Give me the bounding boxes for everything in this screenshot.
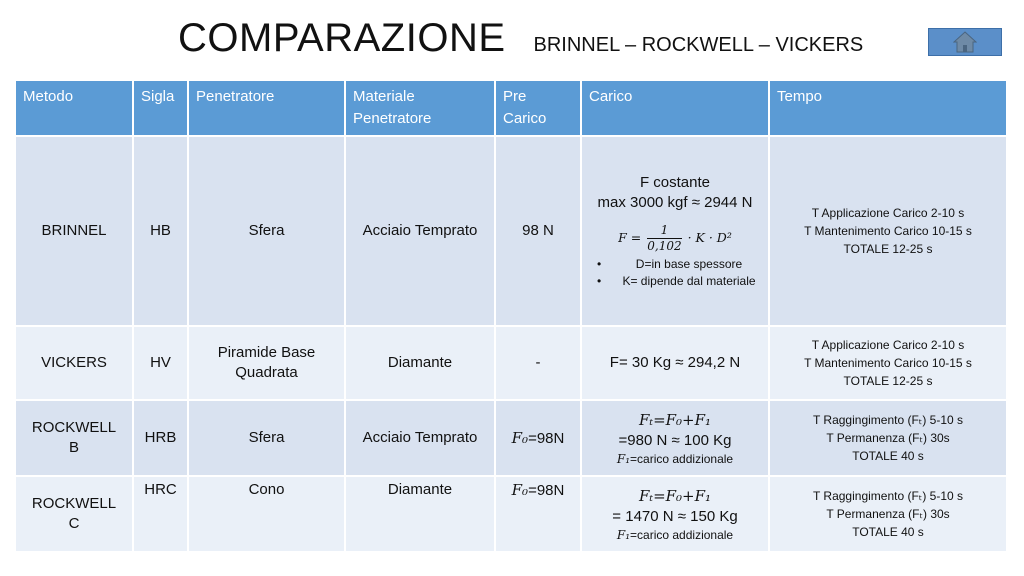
carico-equation	[587, 410, 763, 431]
tempo-line: T Permanenza (Fₜ) 30s	[826, 431, 950, 445]
table-row-brinnel	[15, 136, 1007, 326]
note-text: =carico addizionale	[630, 527, 734, 542]
carico-equation	[587, 486, 763, 507]
cell-carico: F= 30 Kg ≈ 294,2 N	[581, 326, 769, 400]
cell-materiale: Acciaio Temprato	[345, 400, 495, 476]
metodo-line1: ROCKWELL	[31, 495, 117, 512]
cell-materiale: Diamante	[345, 476, 495, 552]
carico-line2: = 1470 N ≈ 150 Kg	[612, 507, 738, 525]
formula-denominator: 0,102	[647, 238, 682, 253]
metodo-line2: B	[68, 439, 79, 456]
header-materiale: Materiale Penetratore	[345, 80, 495, 136]
header-carico: Carico	[581, 80, 769, 136]
header-metodo: Metodo	[15, 80, 133, 136]
cell-metodo: VICKERS	[15, 326, 133, 400]
bullet-item: • K= dipende dal materiale	[587, 273, 763, 290]
cell-sigla: HRC	[133, 476, 188, 552]
note-symbol: F₁	[616, 451, 631, 466]
pre-carico-value: =98N	[528, 429, 565, 447]
cell-tempo	[769, 476, 1007, 552]
bullet-item: • D=in base spessore	[587, 256, 763, 273]
carico-note	[587, 527, 763, 543]
cell-tempo	[769, 326, 1007, 400]
metodo-line1: ROCKWELL	[31, 419, 117, 436]
cell-metodo	[15, 476, 133, 552]
home-icon	[953, 31, 977, 53]
header-tempo: Tempo	[769, 80, 1007, 136]
cell-materiale: Diamante	[345, 326, 495, 400]
brinell-formula	[587, 223, 763, 254]
cell-sigla: HRB	[133, 400, 188, 476]
metodo-line2: C	[68, 515, 80, 532]
cell-carico	[581, 400, 769, 476]
cell-sigla: HB	[133, 136, 188, 326]
tempo-line: TOTALE 40 s	[852, 525, 924, 539]
header-penetratore: Penetratore	[188, 80, 345, 136]
cell-pre-carico: -	[495, 326, 581, 400]
formula-lhs: F =	[618, 229, 642, 245]
tempo-line: TOTALE 12-25 s	[843, 242, 933, 256]
table-row-vickers	[15, 326, 1007, 400]
cell-penetratore: Cono	[188, 476, 345, 552]
eq-ft: Fₜ	[638, 410, 654, 429]
header-sigla: Sigla	[133, 80, 188, 136]
comparison-table	[14, 79, 1008, 553]
cell-carico	[581, 476, 769, 552]
tempo-line: T Applicazione Carico 2-10 s	[811, 206, 965, 220]
pre-carico-value: =98N	[528, 482, 565, 499]
cell-penetratore: Sfera	[188, 400, 345, 476]
cell-penetratore: Sfera	[188, 136, 345, 326]
home-button[interactable]	[928, 28, 1002, 56]
header-pre-carico: Pre Carico	[495, 80, 581, 136]
formula-fraction	[647, 223, 681, 254]
formula-numerator: 1	[647, 223, 681, 239]
note-symbol: F₁	[616, 527, 631, 542]
cell-pre-carico: 98 N	[495, 136, 581, 326]
tempo-line: T Raggingimento (Fₜ) 5-10 s	[812, 413, 964, 427]
tempo-line: T Applicazione Carico 2-10 s	[811, 338, 965, 352]
carico-line2: =980 N ≈ 100 Kg	[618, 431, 732, 449]
note-text: =carico addizionale	[630, 451, 734, 466]
cell-pre-carico	[495, 400, 581, 476]
eq-rhs: =F₀+F₁	[653, 410, 712, 429]
carico-line1: F costante	[639, 173, 711, 191]
formula-rhs: · K · D²	[687, 229, 732, 245]
cell-penetratore: Piramide Base Quadrata	[188, 326, 345, 400]
slide-title	[178, 16, 863, 61]
tempo-line: T Mantenimento Carico 10-15 s	[804, 224, 972, 238]
tempo-line: TOTALE 40 s	[852, 449, 924, 463]
cell-pre-carico	[495, 476, 581, 552]
cell-sigla: HV	[133, 326, 188, 400]
pre-carico-symbol: F₀	[511, 481, 529, 499]
tempo-line: T Mantenimento Carico 10-15 s	[804, 356, 972, 370]
table-row-rockwell-b	[15, 400, 1007, 476]
title-main: COMPARAZIONE	[178, 16, 506, 60]
title-subtitle: BRINNEL – ROCKWELL – VICKERS	[533, 34, 864, 56]
eq-rhs: =F₀+F₁	[653, 486, 712, 505]
carico-line2: max 3000 kgf ≈ 2944 N	[597, 193, 753, 211]
tempo-line: T Permanenza (Fₜ) 30s	[826, 507, 950, 521]
tempo-line: TOTALE 12-25 s	[843, 374, 933, 388]
table-header-row	[15, 80, 1007, 136]
carico-note	[587, 451, 763, 467]
cell-tempo	[769, 400, 1007, 476]
cell-metodo	[15, 400, 133, 476]
tempo-line: T Raggingimento (Fₜ) 5-10 s	[812, 489, 964, 503]
carico-bullets	[587, 256, 763, 290]
eq-ft: Fₜ	[638, 486, 654, 505]
table-row-rockwell-c	[15, 476, 1007, 552]
pre-carico-symbol: F₀	[511, 428, 529, 447]
cell-carico	[581, 136, 769, 326]
cell-materiale: Acciaio Temprato	[345, 136, 495, 326]
cell-tempo	[769, 136, 1007, 326]
cell-metodo: BRINNEL	[15, 136, 133, 326]
